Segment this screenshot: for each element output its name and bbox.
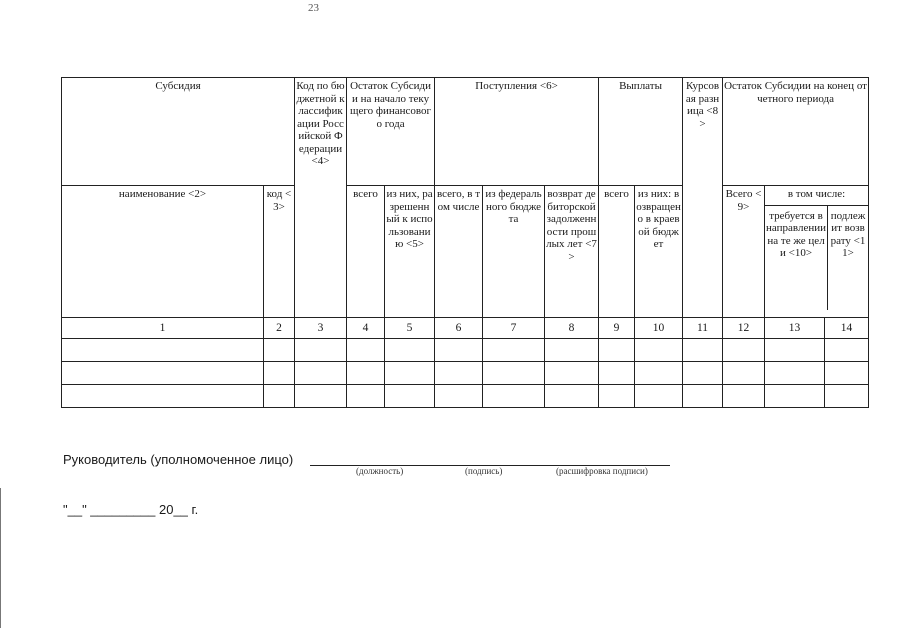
signature-label: Руководитель (уполномоченное лицо) (63, 452, 294, 467)
subsidy-report-table (61, 77, 869, 408)
page-number: 23 (308, 2, 319, 14)
header-balance-end: Остаток Субсидии на конец отчетного периода (723, 78, 869, 186)
caption-signature: (подпись) (465, 466, 503, 476)
header-exchange-diff: Курсовая разница <8> (683, 78, 723, 318)
column-number: 11 (683, 318, 723, 339)
column-number: 2 (264, 318, 295, 339)
caption-position: (должность) (356, 466, 404, 476)
header-receipts-total: всего, в том числе (435, 186, 483, 318)
header-end-including: в том числе: (765, 186, 868, 206)
header-receipts: Поступления <6> (435, 78, 599, 186)
column-number: 4 (347, 318, 385, 339)
header-end-to-return: подлежит возврату <11> (830, 209, 866, 259)
column-number: 3 (295, 318, 347, 339)
caption-decode: (расшифровка подписи) (556, 466, 648, 476)
header-receipts-refund: возврат дебиторской задолженности прошлых лет <7> (545, 186, 599, 318)
header-code: код <3> (264, 186, 295, 318)
header-end-total: Всего <9> (723, 186, 765, 318)
header-start-total: всего (347, 186, 385, 318)
header-payments-total: всего (599, 186, 635, 318)
header-subsidy: Субсидия (62, 78, 295, 186)
header-end-breakdown (765, 186, 869, 318)
header-bk-code: Код по бюджетной классификации Российской Федерации <4> (295, 78, 347, 318)
column-number: 8 (545, 318, 599, 339)
column-number: 5 (385, 318, 435, 339)
header-start-allowed: из них, разрешенный к использованию <5> (385, 186, 435, 318)
column-number: 7 (483, 318, 545, 339)
header-balance-start: Остаток Субсидии на начало текущего финансового года (347, 78, 435, 186)
column-number: 13 (765, 318, 825, 339)
table-row (62, 362, 869, 385)
header-payments: Выплаты (599, 78, 683, 186)
scan-edge-mark (0, 488, 1, 628)
header-receipts-federal: из федерального бюджета (483, 186, 545, 318)
header-payments-returned: из них: возвращено в краевой бюджет (635, 186, 683, 318)
table-row (62, 385, 869, 408)
date-line: "__" _________ 20__ г. (63, 502, 199, 517)
header-end-needed: требуется в направлении на те же цели <10> (765, 206, 828, 310)
column-number: 12 (723, 318, 765, 339)
header-name: наименование <2> (62, 186, 264, 318)
column-number: 14 (825, 318, 869, 339)
column-number: 6 (435, 318, 483, 339)
column-number: 10 (635, 318, 683, 339)
column-number: 1 (62, 318, 264, 339)
column-number: 9 (599, 318, 635, 339)
table-row (62, 339, 869, 362)
